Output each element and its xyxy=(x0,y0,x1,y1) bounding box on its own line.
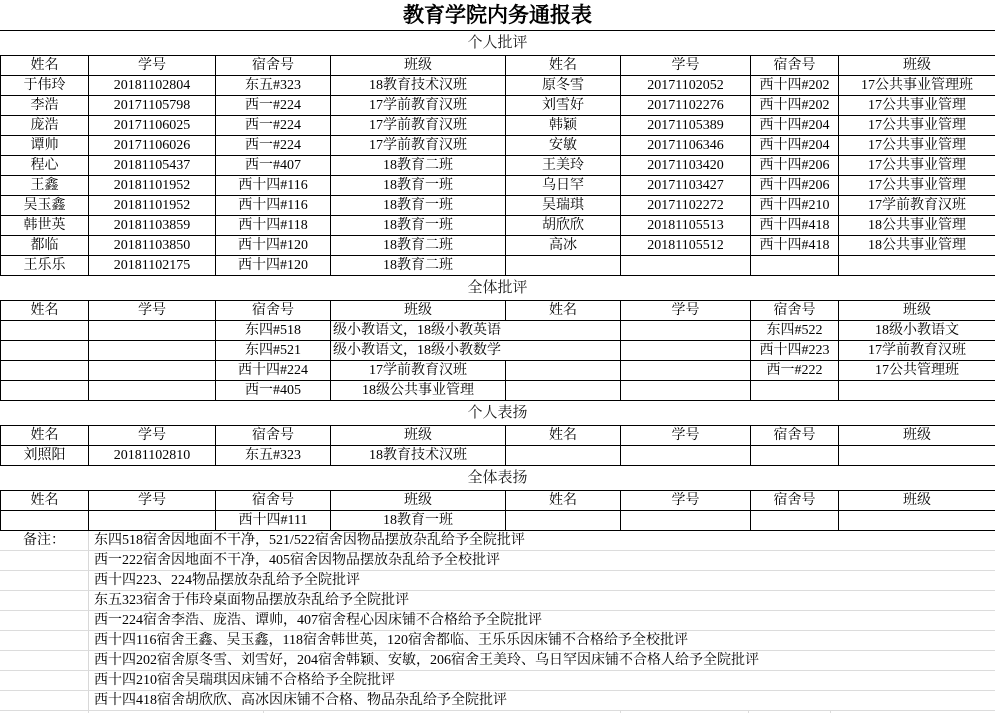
table-cell: 20181102175 xyxy=(89,256,216,276)
table-cell xyxy=(89,341,216,361)
table-cell: 17公共事业管理 xyxy=(839,116,995,136)
table-cell: 西十四#111 xyxy=(216,511,331,531)
table-cell: 吴瑞琪 xyxy=(506,196,621,216)
column-header: 学号 xyxy=(89,301,216,321)
note-row xyxy=(0,591,995,611)
table-cell xyxy=(751,256,839,276)
section-heading-personal-criticism: 个人批评 xyxy=(467,35,528,51)
table-cell: 20171105798 xyxy=(89,96,216,116)
section-heading-personal-praise: 个人表扬 xyxy=(467,405,528,421)
table-cell xyxy=(1,361,89,381)
notes-label-spacer xyxy=(0,591,89,610)
table-cell: 20181103850 xyxy=(89,236,216,256)
table-row xyxy=(1,156,995,176)
column-header: 班级 xyxy=(331,426,506,446)
table-cell: 西十四#116 xyxy=(216,196,331,216)
table-cell xyxy=(839,381,995,401)
table-cell: 17学前教育汉班 xyxy=(839,341,995,361)
note-row xyxy=(0,631,995,651)
table-cell: 20171102052 xyxy=(621,76,751,96)
table-cell: 李浩 xyxy=(1,96,89,116)
table-cell: 20171103420 xyxy=(621,156,751,176)
table-cell xyxy=(1,321,89,341)
table-cell: 17公共事业管理 xyxy=(839,156,995,176)
column-header: 学号 xyxy=(621,301,751,321)
column-header: 姓名 xyxy=(506,491,621,511)
table-cell xyxy=(621,446,751,466)
note-row xyxy=(0,671,995,691)
table-cell: 西十四#204 xyxy=(751,116,839,136)
column-header: 宿舍号 xyxy=(751,301,839,321)
table-cell xyxy=(751,446,839,466)
table-cell: 18公共事业管理 xyxy=(839,216,995,236)
table-cell: 王鑫 xyxy=(1,176,89,196)
note-line: 东五323宿舍于伟玲桌面物品摆放杂乱给予全院批评 xyxy=(94,593,409,608)
table-cell: 于伟玲 xyxy=(1,76,89,96)
table-cell xyxy=(506,256,621,276)
table-cell: 西一#224 xyxy=(216,116,331,136)
column-header: 姓名 xyxy=(1,426,89,446)
table-cell: 西十四#118 xyxy=(216,216,331,236)
table-cell xyxy=(1,341,89,361)
table-row xyxy=(1,96,995,116)
column-header: 学号 xyxy=(621,491,751,511)
notes-label-spacer xyxy=(0,631,89,650)
table-cell: 20171103427 xyxy=(621,176,751,196)
column-header: 学号 xyxy=(621,56,751,76)
table-row xyxy=(1,136,995,156)
table-cell xyxy=(621,381,751,401)
note-row xyxy=(0,651,995,671)
table-cell: 吴玉鑫 xyxy=(1,196,89,216)
table-cell xyxy=(751,381,839,401)
table-cell xyxy=(506,361,621,381)
table-row xyxy=(1,256,995,276)
table-cell: 18教育二班 xyxy=(331,156,506,176)
table-cell: 20171105389 xyxy=(621,116,751,136)
column-header: 学号 xyxy=(89,56,216,76)
table-cell: 20181105513 xyxy=(621,216,751,236)
header-row xyxy=(1,56,995,76)
table-cell xyxy=(839,511,995,531)
table-cell xyxy=(506,381,621,401)
table-cell: 18教育技术汉班 xyxy=(331,446,506,466)
table-cell: 安敏 xyxy=(506,136,621,156)
table-cell: 程心 xyxy=(1,156,89,176)
notes-label-spacer xyxy=(0,691,89,710)
table-cell: 17公共事业管理 xyxy=(839,96,995,116)
table-cell: 王乐乐 xyxy=(1,256,89,276)
table-cell: 20181105512 xyxy=(621,236,751,256)
column-header: 姓名 xyxy=(1,56,89,76)
table-cell: 韩世英 xyxy=(1,216,89,236)
table-cell: 西十四#120 xyxy=(216,256,331,276)
notes-label-spacer xyxy=(0,551,89,570)
note-line: 西十四223、224物品摆放杂乱给予全院批评 xyxy=(94,573,360,588)
table-cell: 东四#522 xyxy=(751,321,839,341)
column-header: 宿舍号 xyxy=(751,56,839,76)
table-cell: 20181105437 xyxy=(89,156,216,176)
note-line: 东四518宿舍因地面不干净，521/522宿舍因物品摆放杂乱给予全院批评 xyxy=(94,533,525,548)
table-cell xyxy=(506,446,621,466)
table-cell: 18教育一班 xyxy=(331,196,506,216)
table-cell xyxy=(621,341,751,361)
note-line: 西十四418宿舍胡欣欣、高冰因床铺不合格、物品杂乱给予全院批评 xyxy=(94,693,507,708)
table-row xyxy=(1,321,995,341)
table-cell: 17公共事业管理 xyxy=(839,136,995,156)
table-cell xyxy=(89,381,216,401)
table-cell: 18公共事业管理 xyxy=(839,236,995,256)
table-group-criticism xyxy=(0,300,995,401)
table-cell xyxy=(621,511,751,531)
page-title: 教育学院内务通报表 xyxy=(0,0,995,31)
column-header: 班级 xyxy=(331,301,506,321)
note-row xyxy=(0,571,995,591)
table-cell: 17公共事业管理班 xyxy=(839,76,995,96)
table-row xyxy=(1,236,995,256)
column-header: 学号 xyxy=(89,426,216,446)
table-cell: 乌日罕 xyxy=(506,176,621,196)
table-cell: 西十四#206 xyxy=(751,176,839,196)
table-cell: 西一#224 xyxy=(216,136,331,156)
table-cell: 西一#405 xyxy=(216,381,331,401)
table-cell: 西十四#224 xyxy=(216,361,331,381)
table-cell xyxy=(621,361,751,381)
sections-container xyxy=(0,31,995,531)
column-header: 宿舍号 xyxy=(751,491,839,511)
table-cell: 西十四#418 xyxy=(751,216,839,236)
column-header: 姓名 xyxy=(1,491,89,511)
table-cell: 西十四#418 xyxy=(751,236,839,256)
column-header: 姓名 xyxy=(506,426,621,446)
table-cell: 18教育一班 xyxy=(331,511,506,531)
table-cell: 20181103859 xyxy=(89,216,216,236)
table-cell xyxy=(89,361,216,381)
table-cell xyxy=(839,446,995,466)
note-row xyxy=(0,551,995,571)
table-row xyxy=(1,196,995,216)
table-row xyxy=(1,511,995,531)
notes-label-spacer xyxy=(0,671,89,690)
note-line: 西一222宿舍因地面不干净，405宿舍因物品摆放杂乱给予全校批评 xyxy=(94,553,500,568)
table-cell: 20171106346 xyxy=(621,136,751,156)
table-cell: 20181101952 xyxy=(89,196,216,216)
table-row xyxy=(1,116,995,136)
note-line: 西十四116宿舍王鑫、吴玉鑫，118宿舍韩世英，120宿舍都临、王乐乐因床铺不合格给予全校批评 xyxy=(94,633,688,648)
notes-label-spacer xyxy=(0,651,89,670)
column-header: 班级 xyxy=(331,56,506,76)
column-header: 宿舍号 xyxy=(216,56,331,76)
table-cell: 韩颖 xyxy=(506,116,621,136)
table-row xyxy=(1,76,995,96)
table-cell: 级小教语文，18级小教英语 xyxy=(331,321,621,341)
table-cell xyxy=(751,511,839,531)
table-cell: 谭帅 xyxy=(1,136,89,156)
table-cell xyxy=(506,511,621,531)
column-header: 班级 xyxy=(331,491,506,511)
table-cell: 20181102810 xyxy=(89,446,216,466)
note-row xyxy=(0,691,995,711)
table-cell: 都临 xyxy=(1,236,89,256)
table-cell: 18级公共事业管理 xyxy=(331,381,506,401)
table-cell: 庞浩 xyxy=(1,116,89,136)
notes-label-spacer xyxy=(0,611,89,630)
table-cell: 18级小教语文 xyxy=(839,321,995,341)
table-row xyxy=(1,216,995,236)
table-cell: 17学前教育汉班 xyxy=(331,136,506,156)
table-cell: 20181102804 xyxy=(89,76,216,96)
note-line: 西一224宿舍李浩、庞浩、谭帅，407宿舍程心因床铺不合格给予全院批评 xyxy=(94,613,542,628)
table-row xyxy=(1,446,995,466)
table-cell xyxy=(839,256,995,276)
table-row xyxy=(1,381,995,401)
table-cell: 胡欣欣 xyxy=(506,216,621,236)
table-cell xyxy=(621,256,751,276)
table-cell: 西十四#202 xyxy=(751,76,839,96)
section-heading-group-praise: 全体表扬 xyxy=(467,470,528,486)
table-cell: 西十四#204 xyxy=(751,136,839,156)
table-personal-criticism xyxy=(0,55,995,276)
section-heading-group-criticism: 全体批评 xyxy=(467,280,528,296)
table-cell: 20171102272 xyxy=(621,196,751,216)
notes-section xyxy=(0,531,995,713)
column-header: 班级 xyxy=(839,301,995,321)
table-personal-praise xyxy=(0,425,995,466)
table-row xyxy=(1,361,995,381)
table-cell: 17学前教育汉班 xyxy=(331,116,506,136)
table-cell: 20171102276 xyxy=(621,96,751,116)
table-cell: 17学前教育汉班 xyxy=(839,196,995,216)
column-header: 班级 xyxy=(839,56,995,76)
table-group-praise xyxy=(0,490,995,531)
table-cell: 20171106025 xyxy=(89,116,216,136)
table-cell: 17公共事业管理 xyxy=(839,176,995,196)
notes-label-spacer xyxy=(0,571,89,590)
table-cell: 东四#521 xyxy=(216,341,331,361)
table-cell: 西十四#210 xyxy=(751,196,839,216)
table-cell: 西十四#223 xyxy=(751,341,839,361)
table-cell xyxy=(1,381,89,401)
column-header: 班级 xyxy=(839,426,995,446)
note-line: 西十四202宿舍原冬雪、刘雪好，204宿舍韩颖、安敏，206宿舍王美玲、乌日罕因床铺不合格人给予全院批评 xyxy=(94,653,759,668)
table-cell: 18教育一班 xyxy=(331,176,506,196)
table-cell: 东五#323 xyxy=(216,76,331,96)
table-cell: 18教育一班 xyxy=(331,216,506,236)
column-header: 宿舍号 xyxy=(216,491,331,511)
table-cell: 王美玲 xyxy=(506,156,621,176)
column-header: 姓名 xyxy=(506,56,621,76)
table-cell: 东五#323 xyxy=(216,446,331,466)
column-header: 宿舍号 xyxy=(751,426,839,446)
table-cell: 西十四#206 xyxy=(751,156,839,176)
table-cell: 17学前教育汉班 xyxy=(331,361,506,381)
table-cell xyxy=(89,511,216,531)
table-cell: 西一#224 xyxy=(216,96,331,116)
header-row xyxy=(1,491,995,511)
table-cell xyxy=(1,511,89,531)
table-cell: 18教育二班 xyxy=(331,256,506,276)
note-row xyxy=(0,531,995,551)
table-cell: 20181101952 xyxy=(89,176,216,196)
table-cell: 西十四#202 xyxy=(751,96,839,116)
note-line: 西十四210宿舍吴瑞琪因床铺不合格给予全院批评 xyxy=(94,673,395,688)
table-cell xyxy=(621,321,751,341)
header-row xyxy=(1,301,995,321)
column-header: 学号 xyxy=(89,491,216,511)
table-cell: 西一#222 xyxy=(751,361,839,381)
table-cell: 刘雪好 xyxy=(506,96,621,116)
table-cell: 原冬雪 xyxy=(506,76,621,96)
table-cell: 西一#407 xyxy=(216,156,331,176)
table-cell: 刘照阳 xyxy=(1,446,89,466)
table-cell: 高冰 xyxy=(506,236,621,256)
notes-label: 备注： xyxy=(0,531,89,550)
table-cell: 级小教语文，18级小教数学 xyxy=(331,341,621,361)
column-header: 宿舍号 xyxy=(216,426,331,446)
table-row xyxy=(1,341,995,361)
column-header: 班级 xyxy=(839,491,995,511)
table-row xyxy=(1,176,995,196)
table-cell: 东四#518 xyxy=(216,321,331,341)
table-cell: 20171106026 xyxy=(89,136,216,156)
column-header: 姓名 xyxy=(1,301,89,321)
column-header: 学号 xyxy=(621,426,751,446)
note-row xyxy=(0,611,995,631)
table-cell: 17学前教育汉班 xyxy=(331,96,506,116)
header-row xyxy=(1,426,995,446)
table-cell: 西十四#116 xyxy=(216,176,331,196)
column-header: 宿舍号 xyxy=(216,301,331,321)
table-cell: 18教育技术汉班 xyxy=(331,76,506,96)
table-cell xyxy=(89,321,216,341)
table-cell: 17公共管理班 xyxy=(839,361,995,381)
column-header: 姓名 xyxy=(506,301,621,321)
table-cell: 西十四#120 xyxy=(216,236,331,256)
table-cell: 18教育二班 xyxy=(331,236,506,256)
